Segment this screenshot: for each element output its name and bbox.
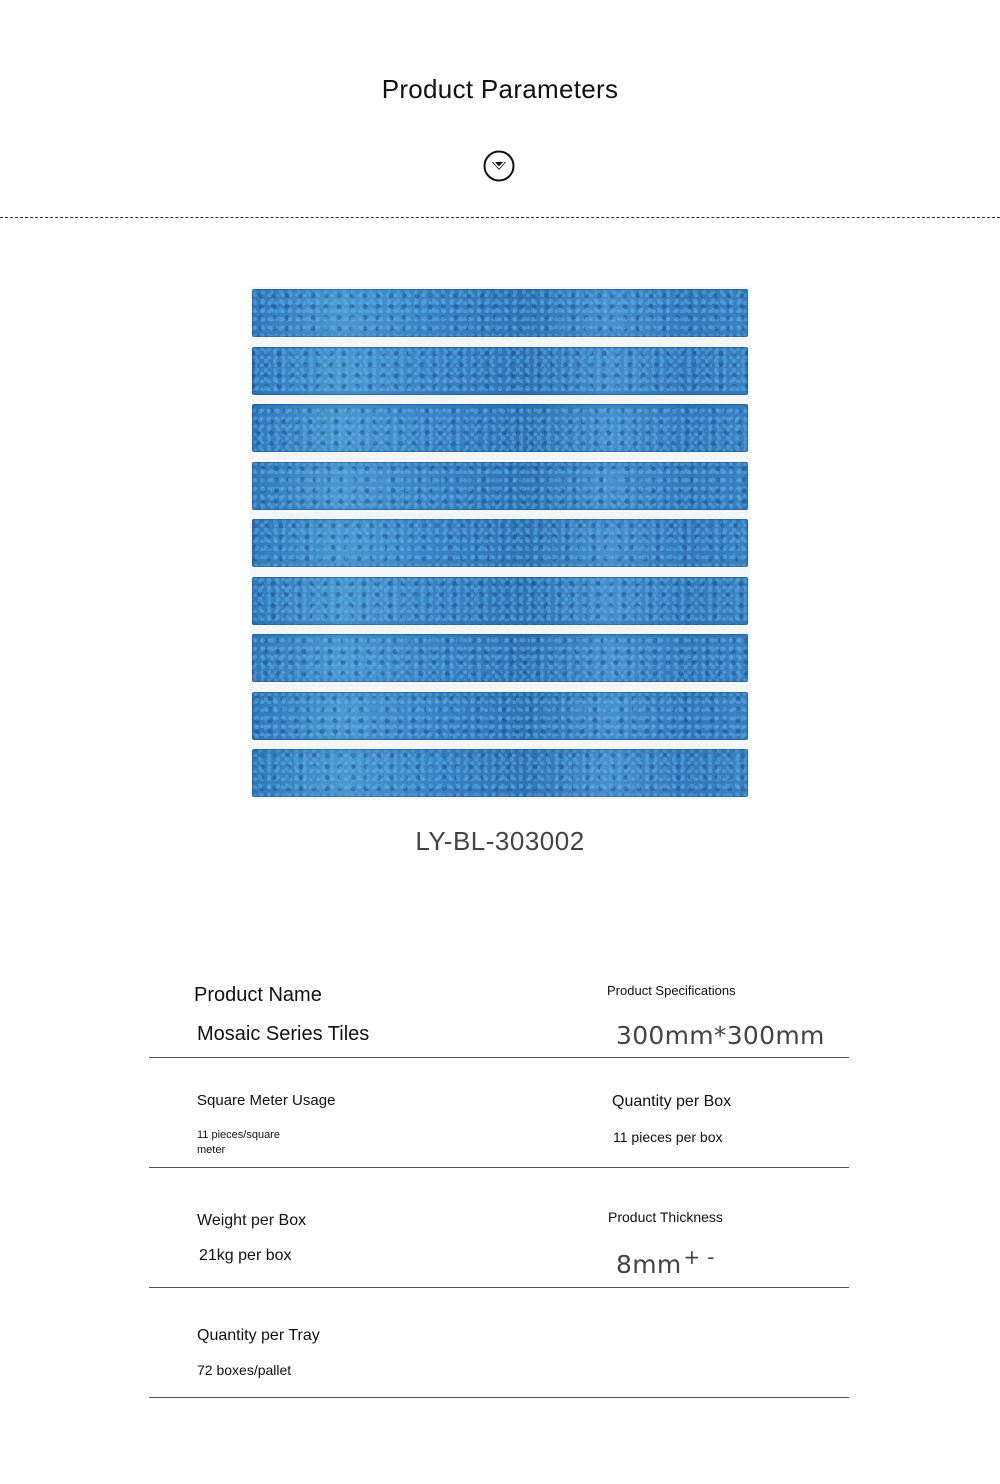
product-thickness-label: Product Thickness	[608, 1209, 723, 1225]
product-image	[250, 287, 750, 799]
section-title: Product Parameters	[381, 74, 619, 104]
tile-strip	[252, 462, 748, 510]
row-divider	[149, 1397, 849, 1398]
product-thickness-value	[616, 1245, 715, 1279]
model-code: LY-BL-303002	[415, 826, 585, 856]
weight-per-box-label: Weight per Box	[197, 1212, 307, 1229]
tile-strip	[252, 749, 748, 797]
row-divider	[149, 1287, 849, 1288]
row-divider	[149, 1057, 849, 1058]
row-divider	[149, 1167, 849, 1168]
tile-strip	[252, 289, 748, 337]
quantity-per-box-label: Quantity per Box	[612, 1093, 732, 1110]
tile-strip	[252, 347, 748, 395]
thickness-number: 8mm	[616, 1250, 682, 1279]
tile-strip	[252, 577, 748, 625]
dashed-divider	[0, 217, 1000, 218]
tile-strip	[252, 634, 748, 682]
circle-chevron-down-icon	[483, 150, 515, 182]
tile-strip	[252, 519, 748, 567]
quantity-per-tray-label: Quantity per Tray	[197, 1327, 320, 1344]
product-spec-value: 300mm*300mm	[616, 1021, 825, 1050]
usage-value-line: meter	[197, 1144, 226, 1156]
square-meter-usage-value	[197, 1128, 280, 1158]
weight-per-box-value: 21kg per box	[199, 1247, 292, 1264]
square-meter-usage-label: Square Meter Usage	[197, 1092, 336, 1109]
quantity-per-box-value: 11 pieces per box	[613, 1129, 723, 1145]
usage-value-line: 11 pieces/square	[197, 1129, 280, 1141]
product-spec-label: Product Specifications	[607, 983, 736, 998]
tile-strip	[252, 404, 748, 452]
quantity-per-tray-value: 72 boxes/pallet	[197, 1362, 292, 1378]
product-name-value: Mosaic Series Tiles	[197, 1023, 370, 1045]
tile-strip	[252, 692, 748, 740]
product-name-label: Product Name	[194, 984, 322, 1006]
thickness-tolerance: + -	[683, 1245, 715, 1269]
